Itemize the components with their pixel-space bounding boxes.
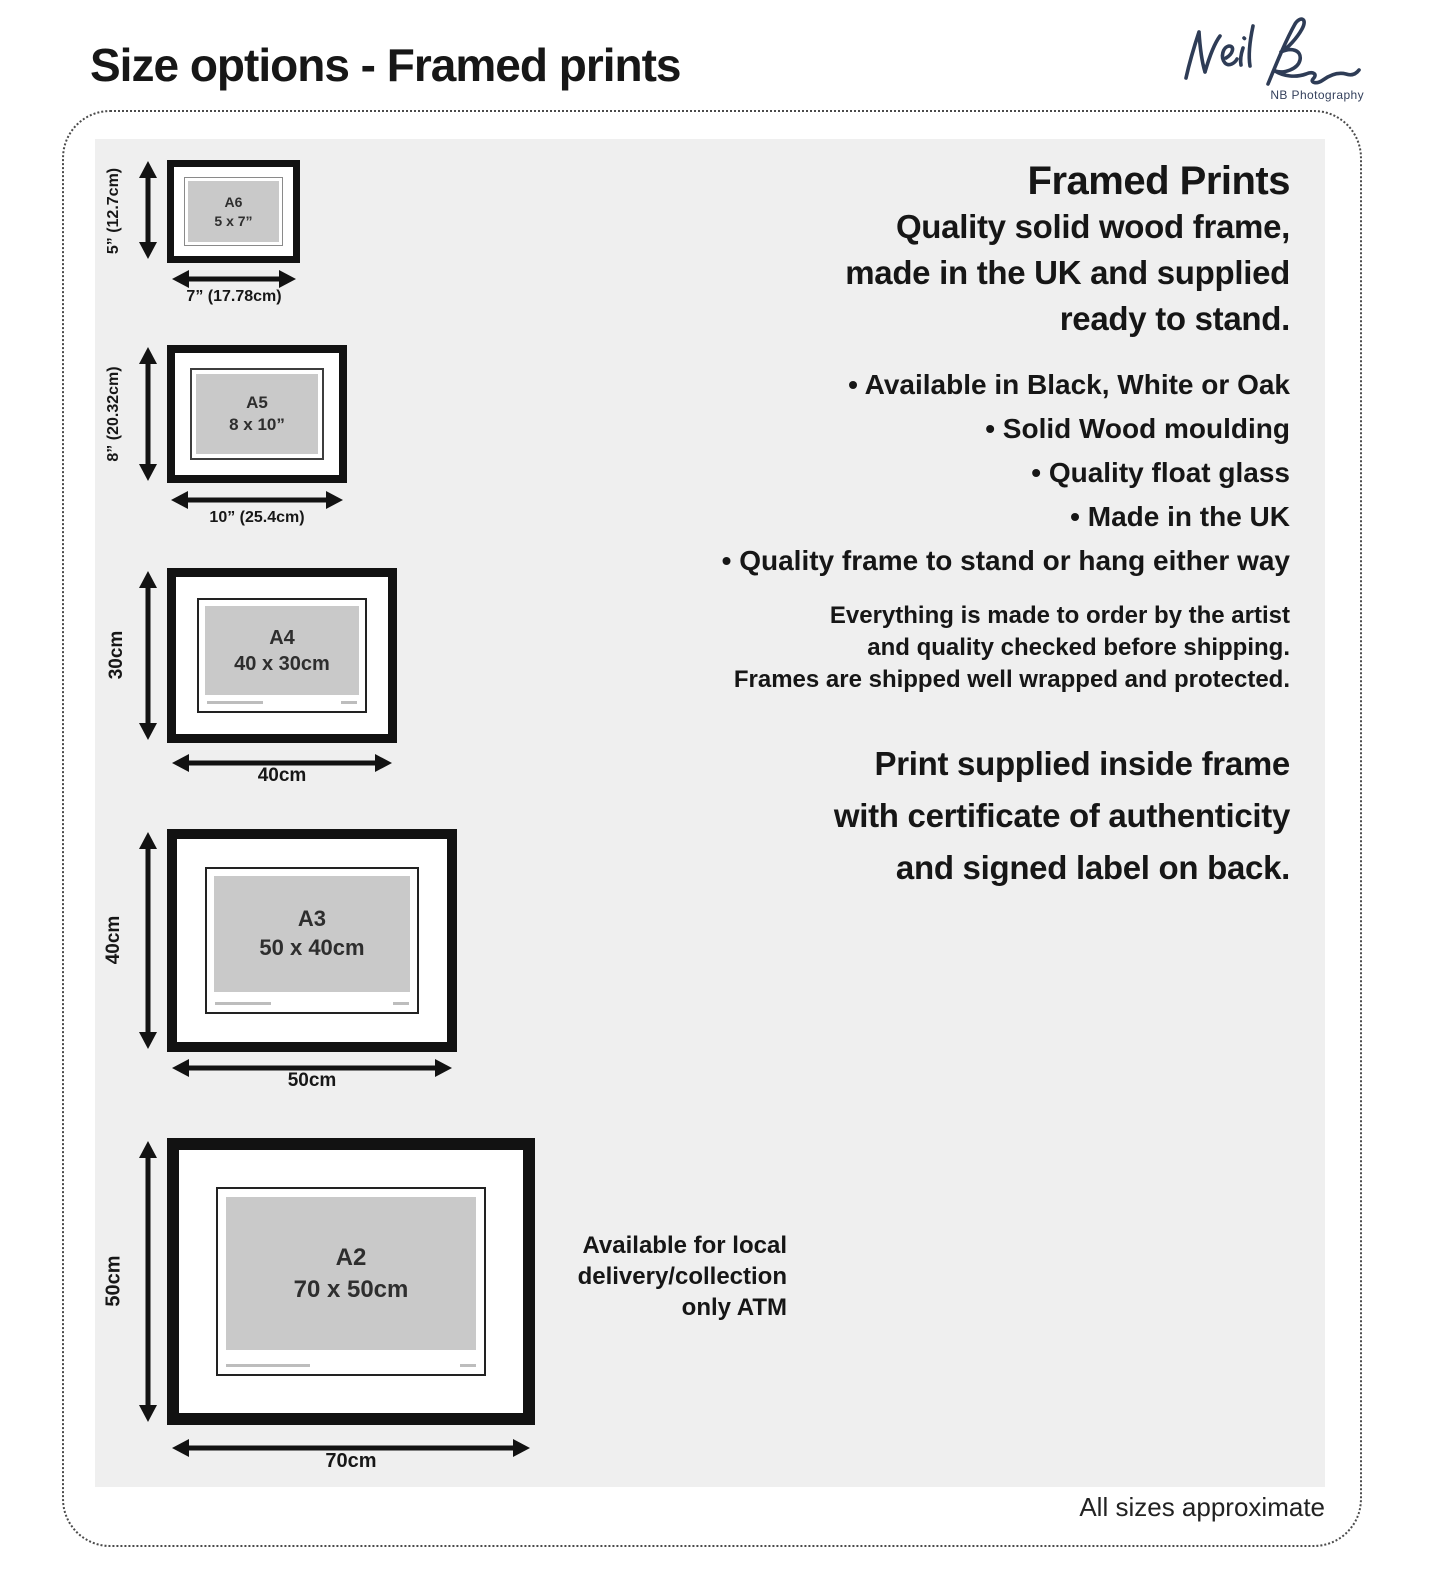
certificate-note-line: Print supplied inside frame [874, 745, 1290, 782]
print-image-area [205, 606, 359, 695]
print-caption-mark [207, 701, 263, 704]
brand-name: NB Photography [1270, 88, 1364, 102]
certificate-note-line: and signed label on back. [895, 849, 1290, 886]
frame-preview-a3 [167, 829, 457, 1052]
height-arrow-icon [137, 347, 159, 481]
print-paper [216, 1187, 486, 1376]
page-title: Size options - Framed prints [90, 39, 681, 91]
local-delivery-note-line: Available for local [582, 1232, 787, 1259]
frame-size-label: A2 70 x 50cm [293, 1244, 409, 1303]
local-delivery-note-line: only ATM [681, 1294, 787, 1321]
made-to-order-paragraph [645, 600, 1290, 696]
print-caption-mark [215, 1002, 271, 1005]
feature-bullet: • Solid Wood moulding [985, 413, 1290, 444]
width-arrow-icon [171, 489, 343, 511]
frame-size-label: A6 5 x 7” [214, 194, 253, 229]
print-image-area [188, 181, 279, 242]
frame-preview-a5 [167, 345, 347, 483]
info-column [645, 158, 1290, 894]
frame-size-label: A4 40 x 30cm [234, 626, 330, 675]
info-subheading-line: Quality solid wood frame, [895, 208, 1290, 245]
print-image-area [214, 876, 410, 992]
print-paper [197, 598, 367, 713]
height-arrow-icon [137, 832, 159, 1049]
info-subheading [645, 204, 1290, 342]
feature-bullet: • Quality frame to stand or hang either way [721, 545, 1290, 576]
width-dimension-label: 7” (17.78cm) [186, 288, 282, 305]
width-dimension-label: 70cm [325, 1450, 377, 1472]
height-dimension-label: 5” (12.7cm) [105, 167, 122, 255]
info-heading: Framed Prints [1027, 159, 1290, 203]
frame-size-label: A5 8 x 10” [229, 392, 285, 434]
print-image-area [226, 1197, 476, 1350]
feature-bullet: • Quality float glass [1031, 457, 1290, 488]
local-delivery-note [480, 1230, 787, 1323]
brand-logo [1178, 16, 1368, 104]
paragraph-line: Everything is made to order by the artist [829, 602, 1290, 629]
frame-preview-a6 [167, 160, 300, 263]
info-subheading-line: ready to stand. [1059, 300, 1290, 337]
height-dimension-label: 40cm [103, 915, 124, 965]
print-paper [190, 368, 324, 460]
print-caption-mark [226, 1364, 310, 1367]
height-dimension-label: 50cm [102, 1255, 125, 1307]
width-dimension-label: 10” (25.4cm) [209, 509, 305, 526]
print-paper [184, 177, 283, 246]
feature-bullet: • Available in Black, White or Oak [848, 369, 1290, 400]
paragraph-line: Frames are shipped well wrapped and protected. [733, 666, 1290, 693]
height-arrow-icon [137, 1141, 159, 1422]
print-signature-mark [460, 1364, 476, 1367]
height-dimension-label: 30cm [106, 630, 127, 680]
local-delivery-note-line: delivery/collection [577, 1263, 787, 1290]
certificate-note [645, 738, 1290, 894]
print-signature-mark [393, 1002, 409, 1005]
certificate-note-line: with certificate of authenticity [833, 797, 1290, 834]
feature-bullet: • Made in the UK [1070, 501, 1290, 532]
width-dimension-label: 40cm [257, 765, 307, 786]
frame-size-label: A3 50 x 40cm [259, 906, 365, 960]
info-subheading-line: made in the UK and supplied [845, 254, 1290, 291]
frame-preview-a4 [167, 568, 397, 743]
print-signature-mark [341, 701, 357, 704]
height-dimension-label: 8” (20.32cm) [105, 366, 122, 462]
sizes-approximate-note: All sizes approximate [1079, 1492, 1325, 1522]
print-image-area [196, 374, 318, 454]
width-dimension-label: 50cm [287, 1070, 337, 1091]
height-arrow-icon [137, 161, 159, 259]
paragraph-line: and quality checked before shipping. [867, 634, 1290, 661]
width-arrow-icon [172, 268, 296, 290]
print-paper [205, 867, 419, 1014]
height-arrow-icon [137, 571, 159, 740]
feature-bullet-list [645, 363, 1290, 583]
